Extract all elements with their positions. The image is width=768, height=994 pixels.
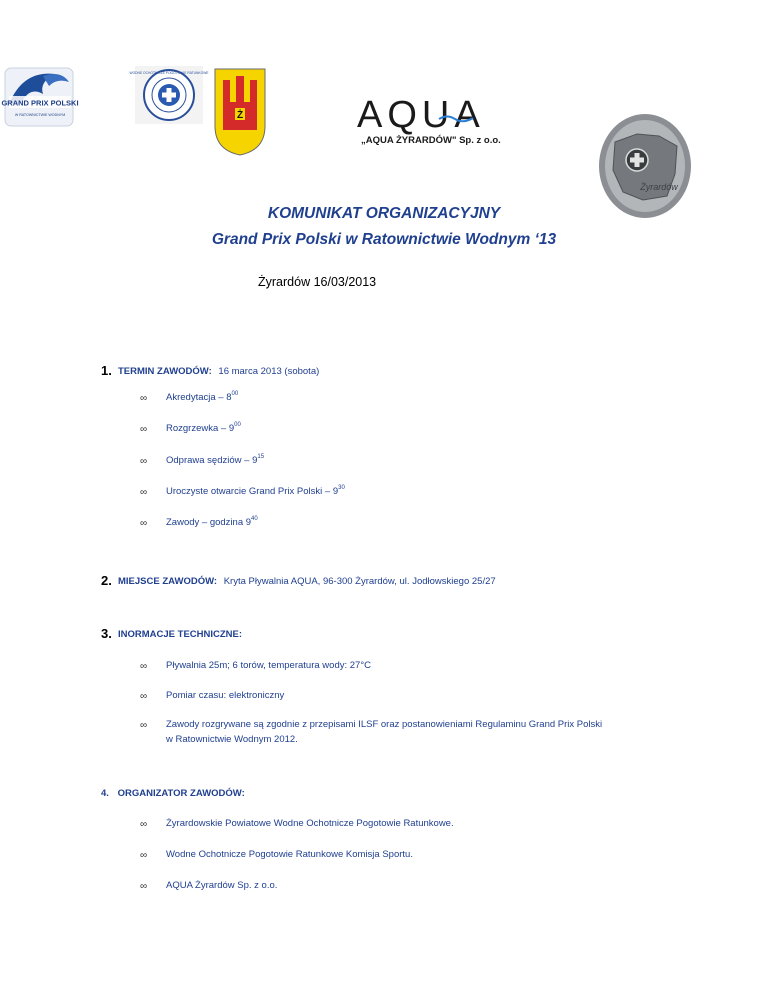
section-4-heading-label: ORGANIZATOR ZAWODÓW: [117, 788, 245, 799]
bullet-icon: ∞ [140, 487, 148, 498]
aqua-logo [355, 96, 525, 152]
section-4-number: 4. [101, 788, 109, 799]
section-3-number: 3. [101, 626, 112, 641]
bullet-icon: ∞ [140, 424, 148, 435]
list-item: Zawody – godzina $9^{40}$ [166, 516, 258, 528]
bullet-icon: ∞ [140, 720, 148, 731]
list-item-continuation: w Ratownictwie Wodnym 2012. [166, 734, 298, 745]
list-item: Wodne Ochotnicze Pogotowie Ratunkowe Komisja Sportu. [166, 849, 413, 860]
bullet-icon: ∞ [140, 881, 148, 892]
section-1-heading-label: TERMIN ZAWODÓW: [118, 366, 212, 377]
bullet-icon: ∞ [140, 850, 148, 861]
page-subtitle: Grand Prix Polski w Ratownictwie Wodnym ‘13 [211, 231, 557, 248]
section-2-value: Kryta Pływalnia AQUA, 96-300 Żyrardów, ul. Jodłowskiego 25/27 [223, 576, 496, 587]
bullet-icon: ∞ [140, 819, 148, 830]
svg-text:GRAND PRIX POLSKI: GRAND PRIX POLSKI [1, 98, 79, 108]
list-item: Odprawa sędziów – $9^{15}$ [166, 454, 265, 466]
section-1-number: 1. [101, 363, 112, 378]
list-item: Uroczyste otwarcie Grand Prix Polski – $9^{30}$ [166, 485, 345, 497]
grand-prix-logo [1, 64, 79, 132]
wopr-emblem [129, 66, 209, 124]
list-item: Zawody rozgrywane są zgodnie z przepisami ILSF oraz postanowieniami Regulaminu Grand Prix Polski [166, 719, 603, 730]
aqua-logo-name: AQUA [357, 94, 485, 136]
section-4-heading [101, 788, 245, 799]
svg-text:W RATOWNICTWIE WODNYM: W RATOWNICTWIE WODNYM [14, 113, 66, 117]
section-1-heading [118, 366, 319, 377]
coat-of-arms [214, 68, 266, 156]
bullet-icon: ∞ [140, 393, 148, 404]
medal-emblem [597, 112, 693, 220]
list-item: Akredytacja – $8^{00}$ [166, 391, 239, 403]
section-2-heading-label: MIEJSCE ZAWODÓW: [118, 576, 218, 587]
list-item: Pływalnia 25m; 6 torów, temperatura wody: 27°C [166, 660, 371, 671]
date-line: Żyrardów 16/03/2013 [258, 275, 377, 289]
aqua-company-name: „AQUA ŻYRARDÓW" Sp. z o.o. [361, 135, 501, 146]
list-item: Żyrardowskie Powiatowe Wodne Ochotnicze Pogotowie Ratunkowe. [166, 818, 454, 829]
section-2-heading [118, 576, 496, 587]
list-item: Pomiar czasu: elektroniczny [166, 690, 285, 701]
svg-text:Żyrardów: Żyrardów [640, 182, 678, 192]
section-2-number: 2. [101, 573, 112, 588]
list-item: AQUA Żyrardów Sp. z o.o. [166, 880, 278, 891]
section-3-heading: INORMACJE TECHNICZNE: [118, 629, 243, 640]
svg-text:Ż: Ż [236, 110, 244, 121]
bullet-icon: ∞ [140, 691, 148, 702]
list-item: Rozgrzewka – $9^{00}$ [166, 422, 241, 434]
svg-text:WODNE OCHOTNICZE POGOTOWIE RAT: WODNE OCHOTNICZE POGOTOWIE RATUNKOWE [129, 71, 209, 75]
bullet-icon: ∞ [140, 518, 148, 529]
bullet-icon: ∞ [140, 456, 148, 467]
page-title: KOMUNIKAT ORGANIZACYJNY [267, 205, 501, 222]
bullet-icon: ∞ [140, 661, 148, 672]
section-1-value: 16 marca 2013 (sobota) [218, 366, 320, 377]
